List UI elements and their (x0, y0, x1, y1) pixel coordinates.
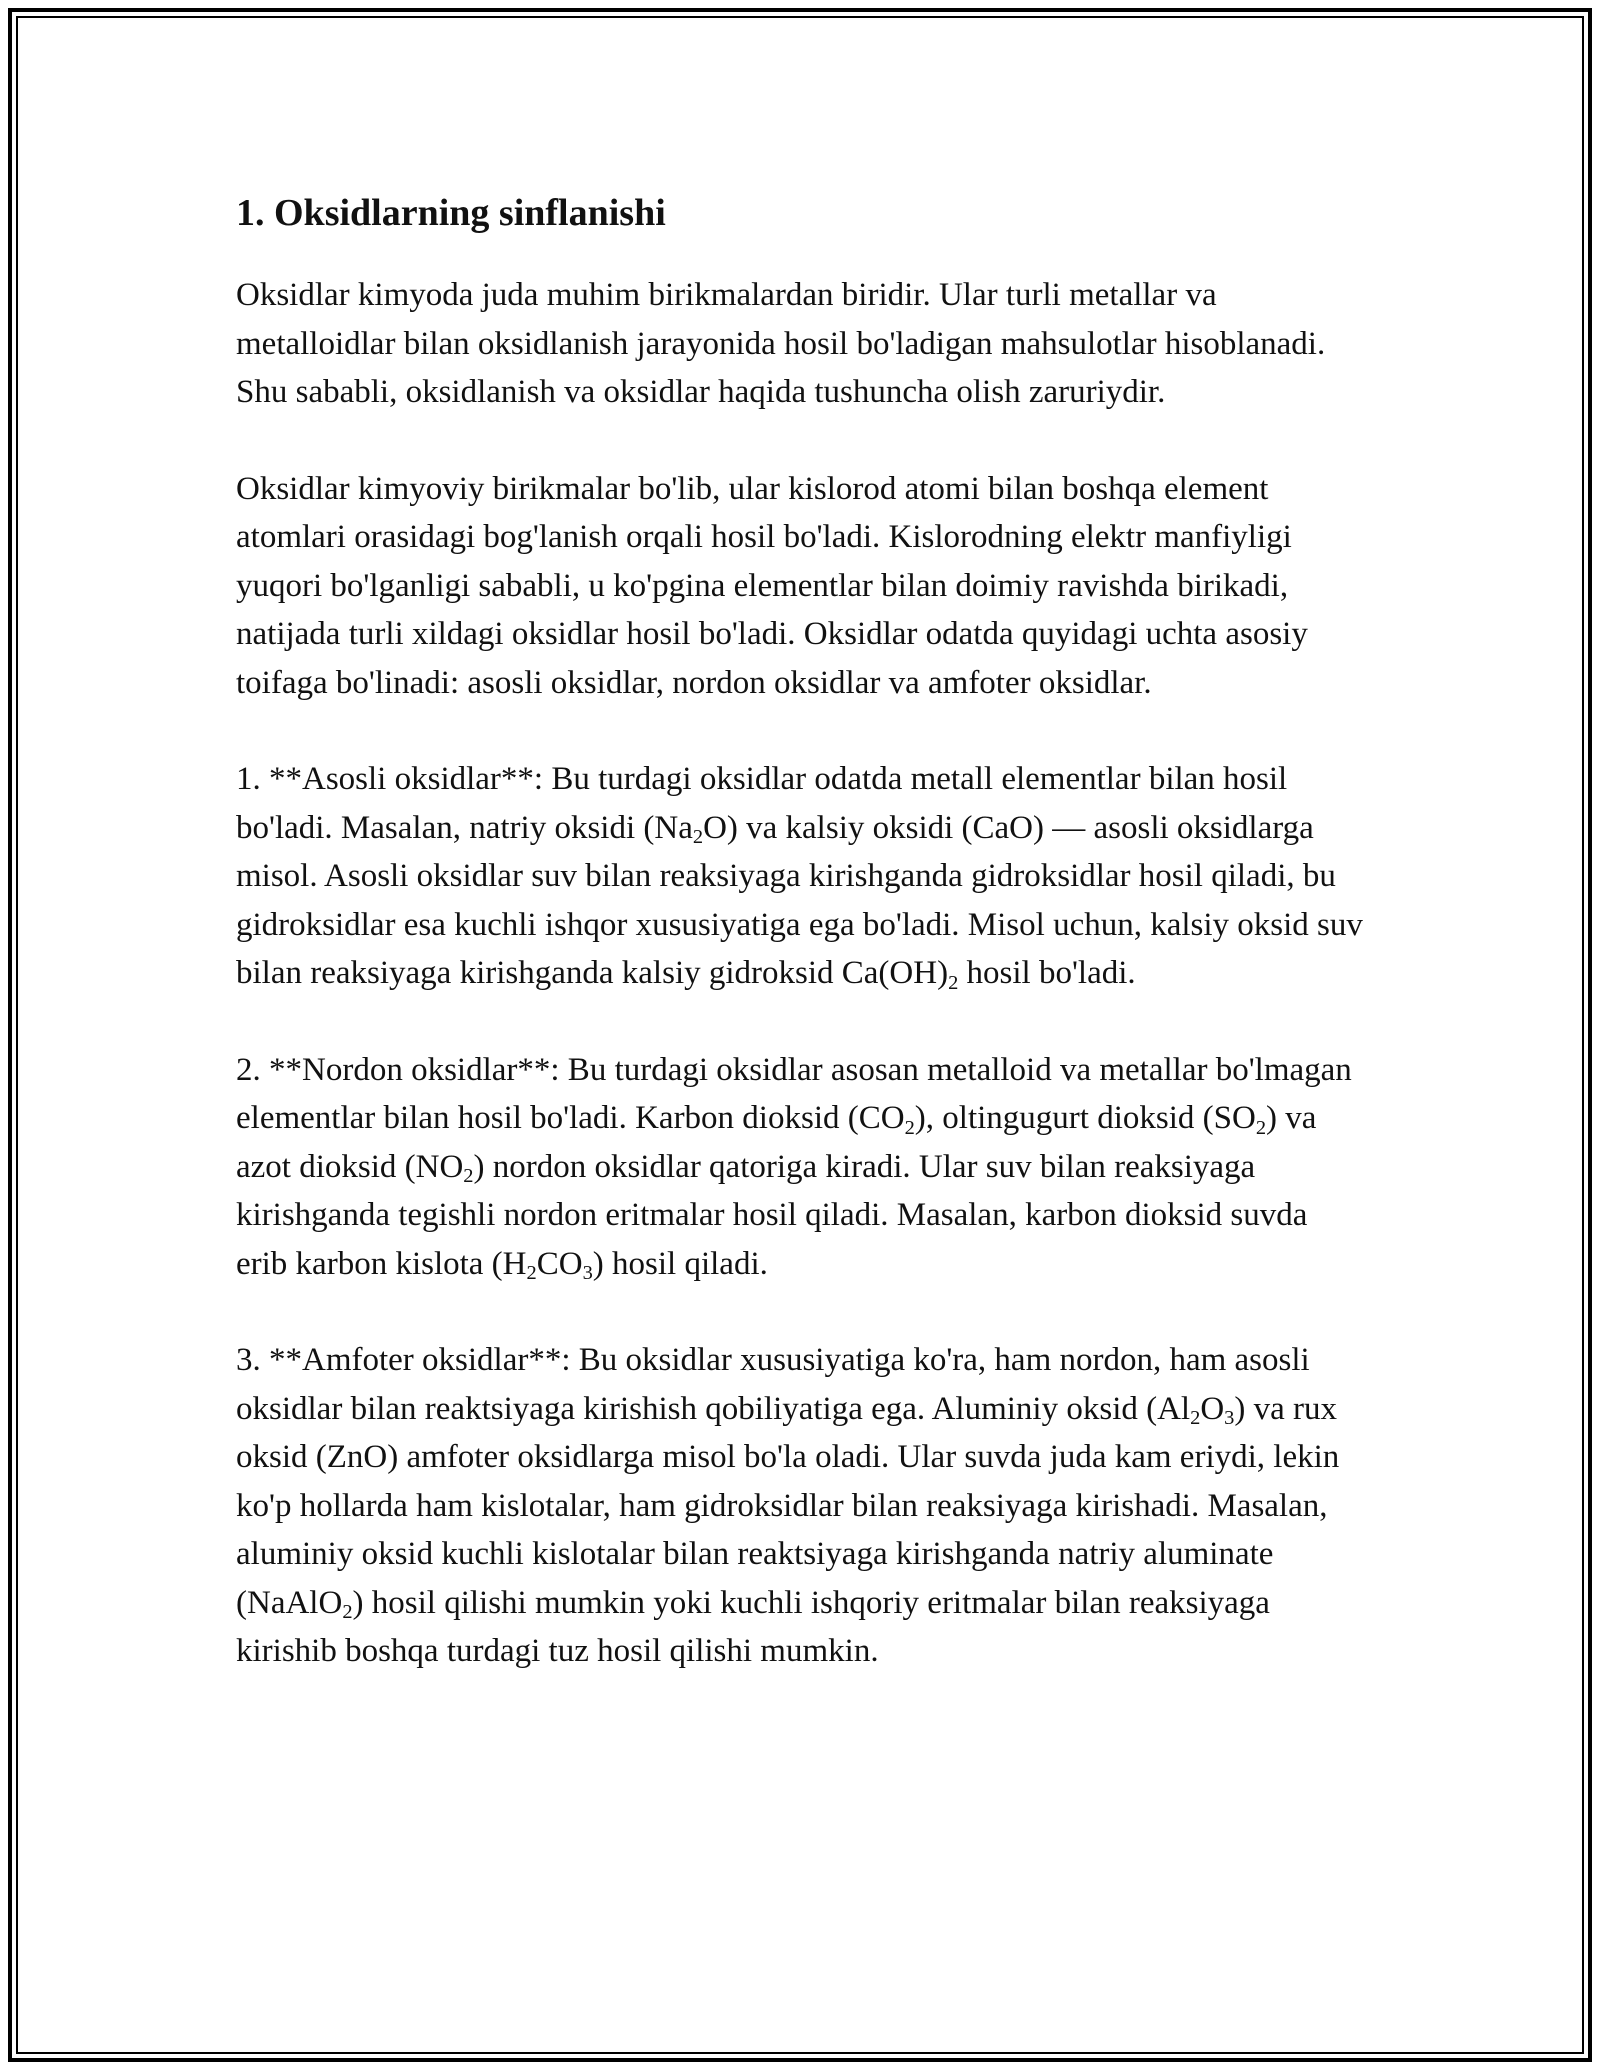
text-run: ) va rux oksid (ZnO) amfoter oksidlarga misol bo'la oladi. Ular suvda juda kam eriydi, lekin ko'p hollarda ham kislotalar, ham gidroksidlar bilan reaksiyaga kirishadi. Masalan, aluminiy oksid kuchli kislotalar bilan reaktsiyaga kirishganda natriy aluminate (NaAlO (236, 1390, 1340, 1621)
text-run: 1. **Asosli oksidlar**: Bu turdagi oksidlar odatda metall elementlar bilan hosil bo'ladi. Masalan, natriy oksidi (Na (236, 761, 1288, 846)
text-run: ) hosil qilishi mumkin yoki kuchli ishqoriy eritmalar bilan reaksiyaga kirishib boshqa turdagi tuz hosil qilishi mumkin. (236, 1584, 1270, 1669)
paragraph-list (236, 271, 1366, 1676)
subscript: 2 (948, 971, 959, 994)
text-run: O) va kalsiy oksidi (CaO) — asosli oksidlarga misol. Asosli oksidlar suv bilan reaksiyaga kirishganda gidroksidlar hosil qiladi, bu gidroksidlar esa kuchli ishqor xususiyatiga ega bo'ladi. Misol uchun, kalsiy oksid suv bilan reaksiyaga kirishganda kalsiy gidroksid Ca(OH) (236, 809, 1363, 991)
subscript: 3 (582, 1262, 593, 1285)
paragraph-amphoteric-oxides (236, 1336, 1366, 1676)
subscript: 2 (1255, 1116, 1267, 1139)
text-run: ), oltingugurt dioksid (SO (914, 1100, 1256, 1136)
subscript: 2 (1190, 1407, 1201, 1430)
paragraph-acidic-oxides (236, 1046, 1366, 1289)
subscript: 2 (342, 1601, 353, 1624)
section-heading: 1. Oksidlarning sinflanishi (236, 192, 666, 234)
text-run: hosil bo'ladi. (958, 955, 1136, 991)
paragraph-basic-oxides (236, 755, 1366, 998)
subscript: 2 (904, 1116, 915, 1139)
text-run: ) hosil qiladi. (592, 1245, 768, 1282)
text-run: 2. **Nordon oksidlar**: Bu turdagi oksidlar asosan metalloid va metallar bo'lmagan elementlar bilan hosil bo'ladi. Karbon dioksid (CO (236, 1051, 1352, 1136)
subscript: 2 (692, 826, 704, 849)
text-run: Oksidlar kimyoda juda muhim birikmalardan biridir. Ular turli metallar va metalloidlar bilan oksidlanish jarayonida hosil bo'ladigan mahsulotlar hisoblanadi. Shu sababli, oksidlanish va oksidlar haqida tushuncha olish zaruriydir. (236, 277, 1326, 410)
text-run: Oksidlar kimyoviy birikmalar bo'lib, ular kislorod atomi bilan boshqa element atomlari orasidagi bog'lanish orqali hosil bo'ladi. Kislorodning elektr manfiyligi yuqori bo'lganligi sababli, u ko'pgina elementlar bilan doimiy ravishda birikadi, natijada turli xildagi oksidlar hosil bo'ladi. Oksidlar odatda quyidagi uchta asosiy toifaga bo'linadi: asosli oksidlar, nordon oksidlar va amfoter oksidlar. (236, 470, 1308, 701)
document-body (236, 183, 1366, 1724)
text-run: ) va azot dioksid (NO (236, 1100, 1317, 1185)
subscript: 2 (526, 1262, 537, 1285)
text-run: ) nordon oksidlar qatoriga kiradi. Ular suv bilan reaksiyaga kirishganda tegishli nordon eritmalar hosil qiladi. Masalan, karbon dioksid suvda erib karbon kislota (H (236, 1148, 1308, 1282)
subscript: 2 (463, 1165, 474, 1188)
paragraph-definition (236, 465, 1366, 708)
text-run: 3. **Amfoter oksidlar**: Bu oksidlar xususiyatiga ko'ra, ham nordon, ham asosli oksidlar bilan reaktsiyaga kirishish qobiliyatiga ega. Aluminiy oksid (Al (236, 1342, 1310, 1427)
text-run: O (1200, 1390, 1225, 1427)
text-run: CO (536, 1245, 583, 1282)
subscript: 3 (1224, 1407, 1235, 1430)
paragraph-intro (236, 271, 1366, 417)
